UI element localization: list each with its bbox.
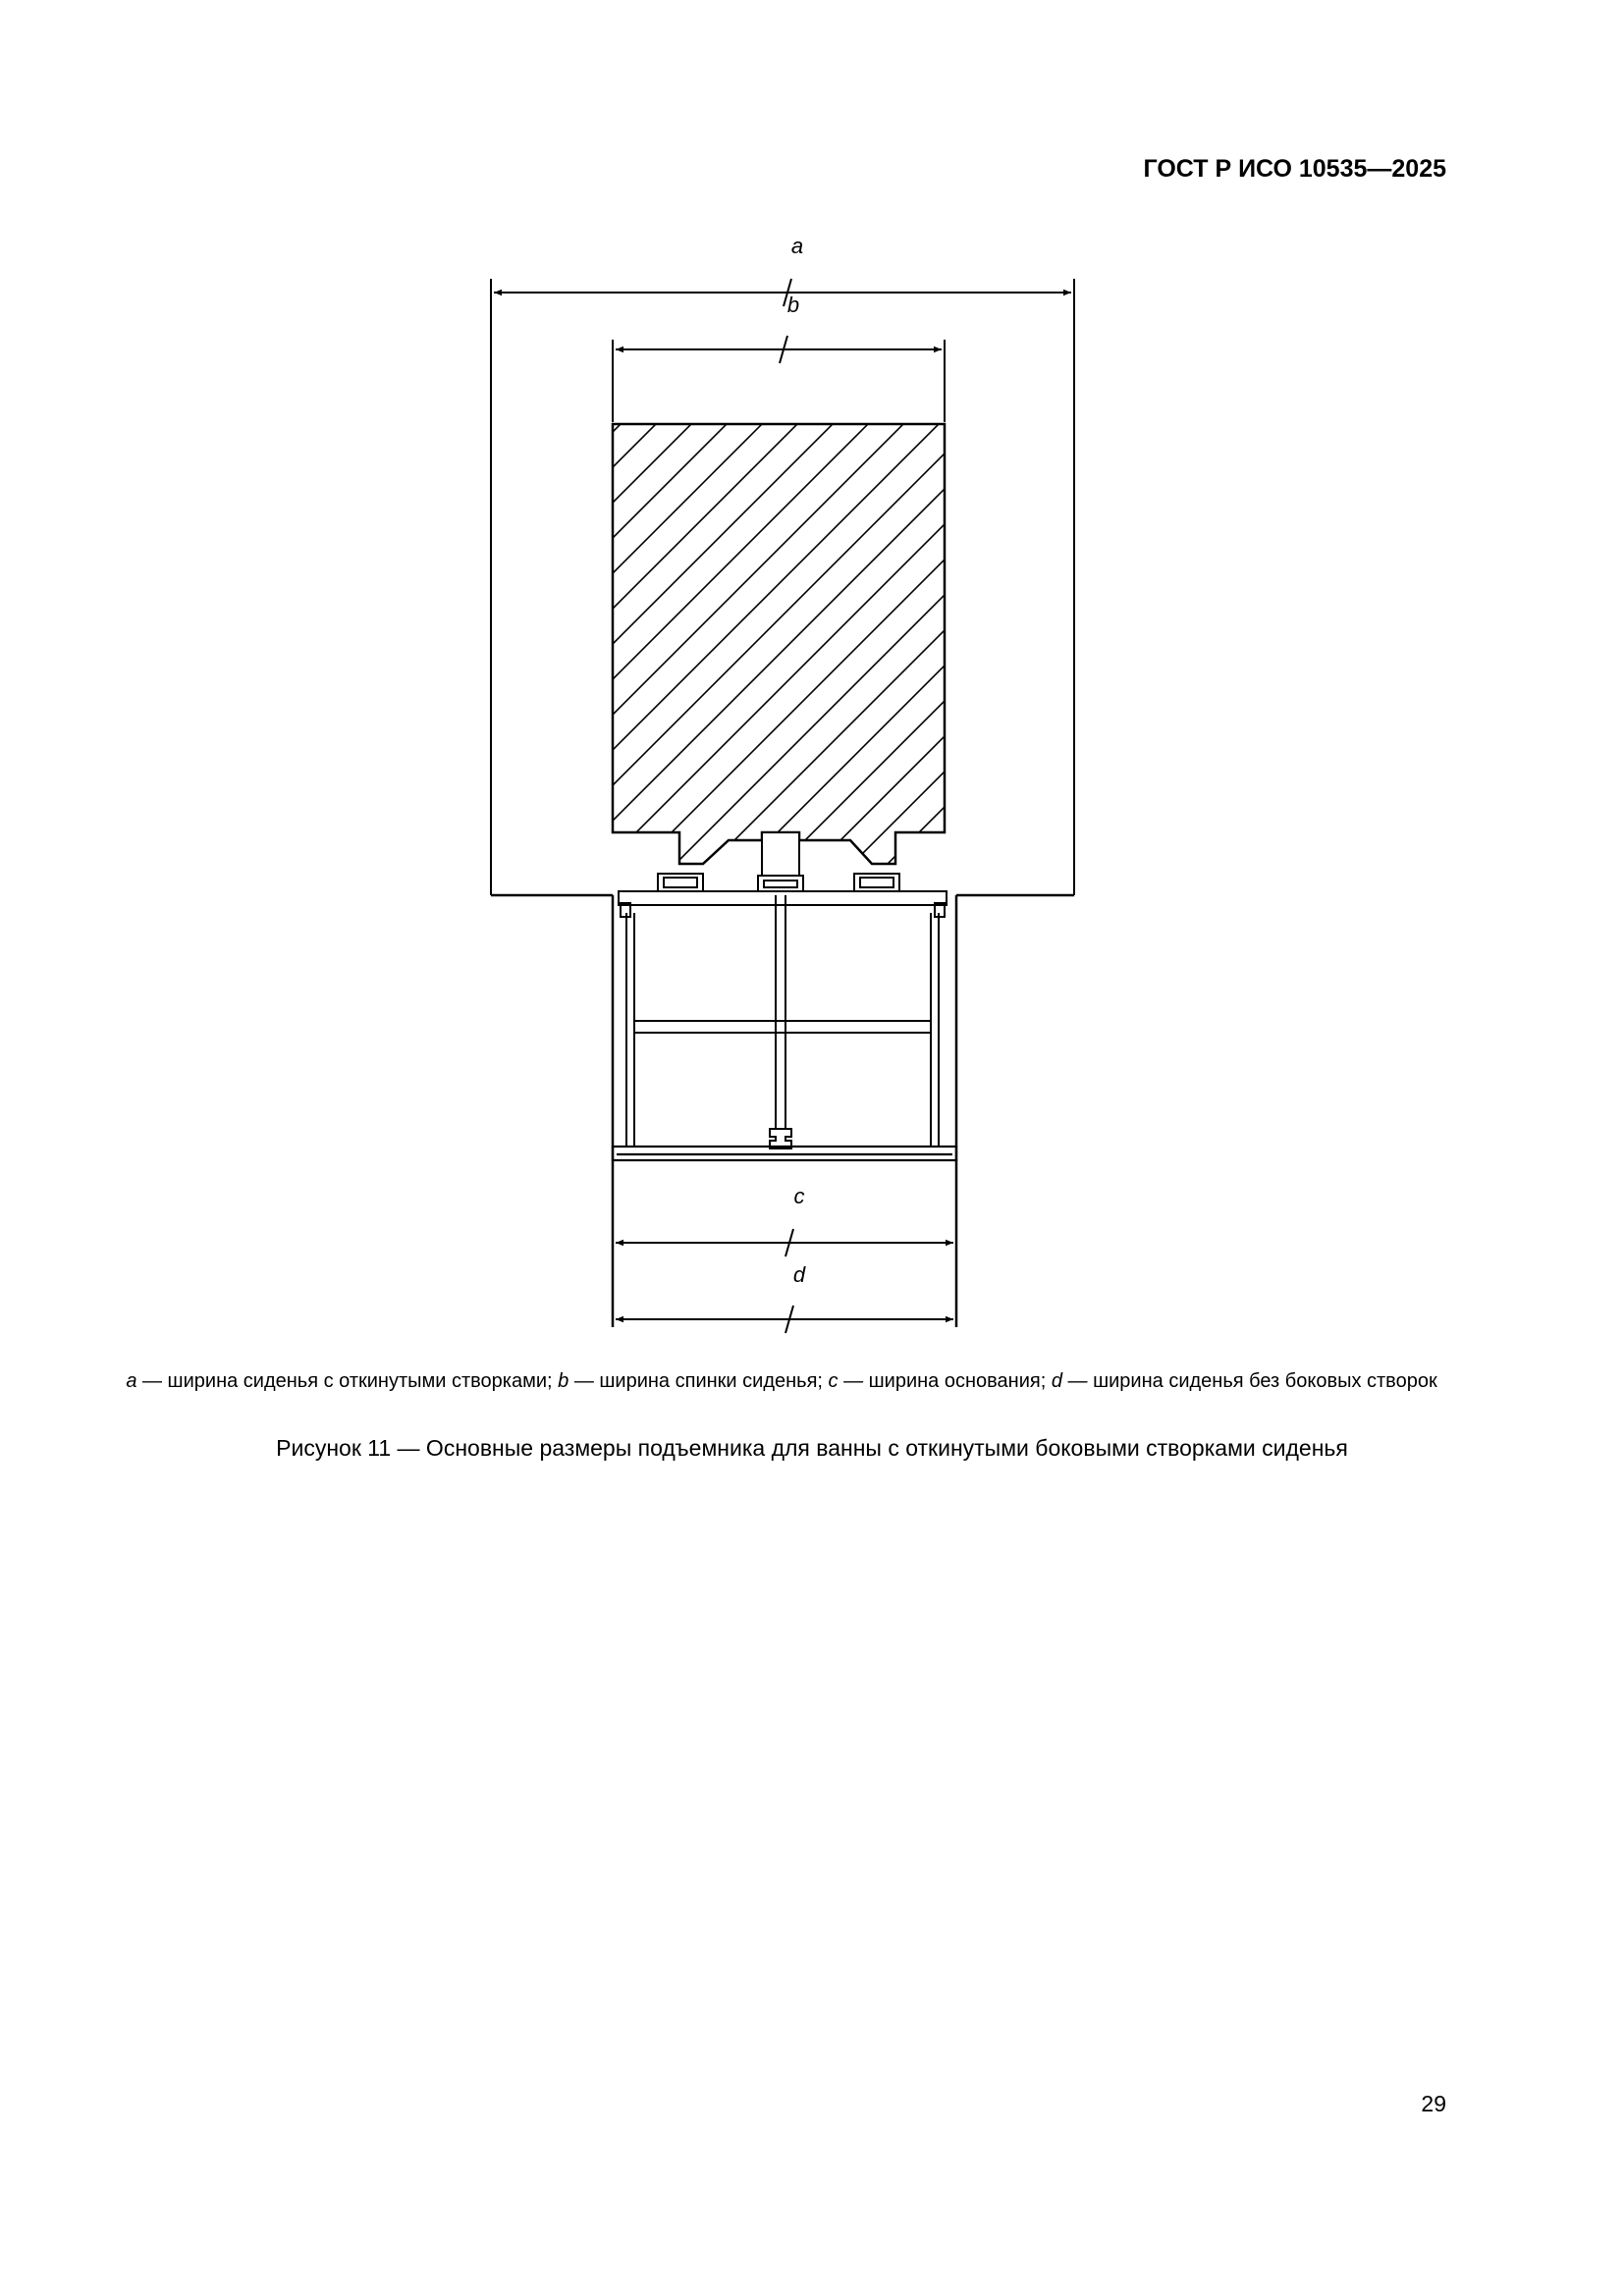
dimension-c xyxy=(616,1184,953,1256)
figure-caption: Рисунок 11 — Основные размеры подъемника для ванны с откинутыми боковыми створками сиденья xyxy=(276,1435,1348,1461)
legend-text-a: — ширина сиденья с откинутыми створками; xyxy=(136,1370,559,1392)
seat-back xyxy=(613,39,1005,1209)
seat-plate xyxy=(619,891,947,917)
legend-key-c: c xyxy=(828,1370,839,1392)
seat-mounts xyxy=(658,832,899,891)
legend-text-d: — ширина сиденья без боковых створок xyxy=(1061,1370,1437,1392)
dimension-d xyxy=(616,1262,953,1333)
legend-key-b: b xyxy=(558,1370,569,1392)
page-number: 29 xyxy=(1421,2091,1446,2116)
legend-text-c: — ширина основания; xyxy=(838,1370,1052,1392)
dimension-label-d: d xyxy=(792,1262,806,1287)
bath-rim xyxy=(491,895,1074,1327)
dimension-label-c: c xyxy=(793,1184,805,1208)
dimension-a xyxy=(491,234,1074,895)
legend-key-d: d xyxy=(1051,1370,1062,1392)
dimension-label-a: a xyxy=(790,234,804,258)
document-code: ГОСТ Р ИСО 10535—2025 xyxy=(1143,155,1446,183)
legend-key-a: a xyxy=(126,1370,137,1392)
lift-frame xyxy=(626,895,939,1148)
figure-legend xyxy=(116,1369,1447,1393)
legend-text-b: — ширина спинки сиденья; xyxy=(568,1370,829,1392)
dimension-b xyxy=(613,293,945,422)
dimension-label-b: b xyxy=(786,293,800,317)
